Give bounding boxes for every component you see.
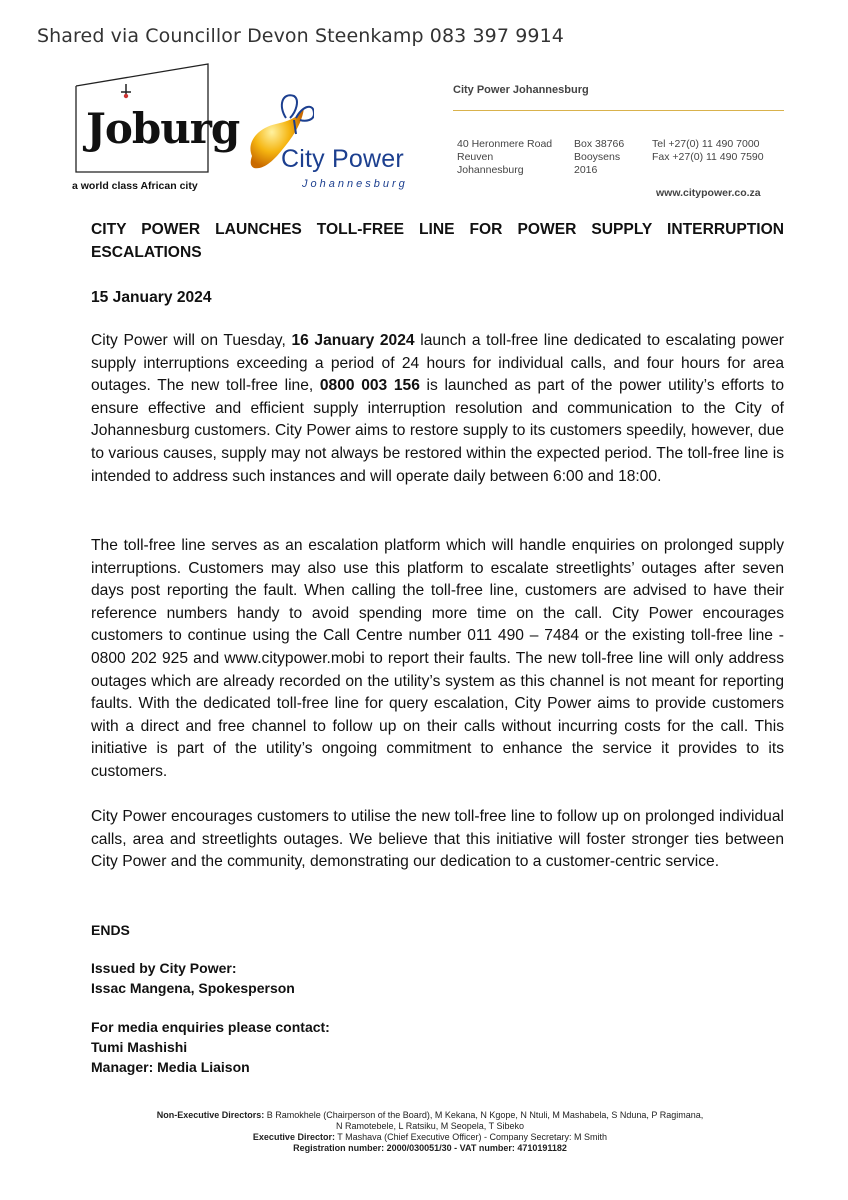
p1-text: City Power will on Tuesday,	[91, 332, 292, 349]
issued-by-label: Issued by City Power:	[91, 960, 237, 976]
letterhead-address	[457, 138, 552, 177]
shared-via-note: Shared via Councillor Devon Steenkamp 083 397 9914	[37, 25, 564, 47]
paragraph-2: The toll-free line serves as an escalation platform which will handle enquiries on prolonged supply interruptions. Customers may also use this platform to escalate streetlights’ outages after seven days post reporting the fault. When calling the toll-free line, customers are advised to have their reference numbers handy to avoid spending more time on the call. City Power encourages customers to continue using the Call Centre number 011 490 – 7484 or the existing toll-free line - 0800 202 925 and www.citypower.mobi to report their faults. The new toll-free line will only address outages which are already recorded on the utility’s system as this channel is not meant for reporting faults. With the dedicated toll-free line for query escalation, City Power aims to provide customers with a direct and free channel to follow up on their calls without incurring costs for the call. This initiative is part of the utility’s ongoing commitment to enhance the service it provides to its customers.	[91, 537, 784, 780]
letterhead-website: www.citypower.co.za	[656, 187, 761, 199]
paragraph-1	[91, 330, 784, 488]
media-contact-name: Tumi Mashishi	[91, 1039, 188, 1055]
p1-launch-date: 16 January 2024	[291, 332, 415, 349]
ned-list: B Ramokhele (Chairperson of the Board), M Kekana, N Kgope, N Ntuli, M Mashabela, S Nduna, P Ragimana,	[264, 1110, 704, 1120]
spokesperson-name: Issac Mangena, Spokesperson	[91, 980, 295, 996]
letterhead-box	[574, 138, 624, 177]
city-power-logo-subtext: Johannesburg	[302, 178, 408, 190]
box-line: Box 38766	[574, 138, 625, 150]
p1-text: is launched as part of the power utility’s efforts to ensure effective and efficient supply interruption resolution and communication to the City of Johannesburg customers. City Power aims to restore supply to its customers speedily, however, due to various causes, supply may not always be restored within the expected period. The toll-free line is intended to address such instances and will operate daily between 6:00 and 18:00.	[91, 377, 784, 485]
exec-label: Executive Director:	[252, 1132, 335, 1142]
city-power-logo-text: City Power	[281, 145, 404, 173]
media-contact-block	[91, 1017, 330, 1077]
paragraph-3: City Power encourages customers to utilise the new toll-free line to follow up on prolonged individual calls, area and streetlights outages. We believe that this initiative will foster stronger ties between City Power and the community, demonstrating our dedication to a customer-centric service.	[91, 808, 784, 871]
press-release-date: 15 January 2024	[91, 289, 212, 306]
media-contact-title: Manager: Media Liaison	[91, 1059, 250, 1075]
box-line: Booysens	[574, 151, 621, 163]
address-line: Reuven	[457, 151, 494, 163]
joburg-logo-text: Joburg	[86, 104, 240, 153]
letterhead-company: City Power Johannesburg	[453, 84, 589, 96]
letterhead-phone	[652, 138, 764, 164]
fax-line: Fax +27(0) 11 490 7590	[652, 151, 764, 163]
address-line: Johannesburg	[457, 164, 524, 176]
exec-text: T Mashava (Chief Executive Officer) - Company Secretary: M Smith	[334, 1132, 608, 1142]
issued-by-block	[91, 958, 295, 998]
box-line: 2016	[574, 164, 598, 176]
joburg-tagline: a world class African city	[72, 180, 198, 192]
address-line: 40 Heronmere Road	[457, 138, 553, 150]
tel-line: Tel +27(0) 11 490 7000	[652, 138, 760, 150]
p1-text: launch a toll-free line dedicated to escalating power supply interruptions exceeding a period of 24 hours for individual calls, and four hours for area outages. The new toll-free line,	[91, 332, 785, 395]
p1-toll-free-number: 0800 003 156	[319, 377, 420, 395]
registration-text: Registration number: 2000/030051/30 - VAT number: 4710191182	[293, 1143, 567, 1153]
letterhead-divider	[453, 110, 784, 111]
ned-label: Non-Executive Directors:	[156, 1110, 265, 1120]
media-contact-label: For media enquiries please contact:	[91, 1019, 330, 1035]
ned-list-cont: N Ramotebele, L Ratsiku, M Seopela, T Sibeko	[336, 1121, 524, 1131]
ends-marker: ENDS	[91, 922, 130, 938]
footer-directors	[80, 1110, 780, 1154]
press-release-headline: CITY POWER LAUNCHES TOLL-FREE LINE FOR POWER SUPPLY INTERRUPTION ESCALATIONS	[91, 221, 784, 261]
